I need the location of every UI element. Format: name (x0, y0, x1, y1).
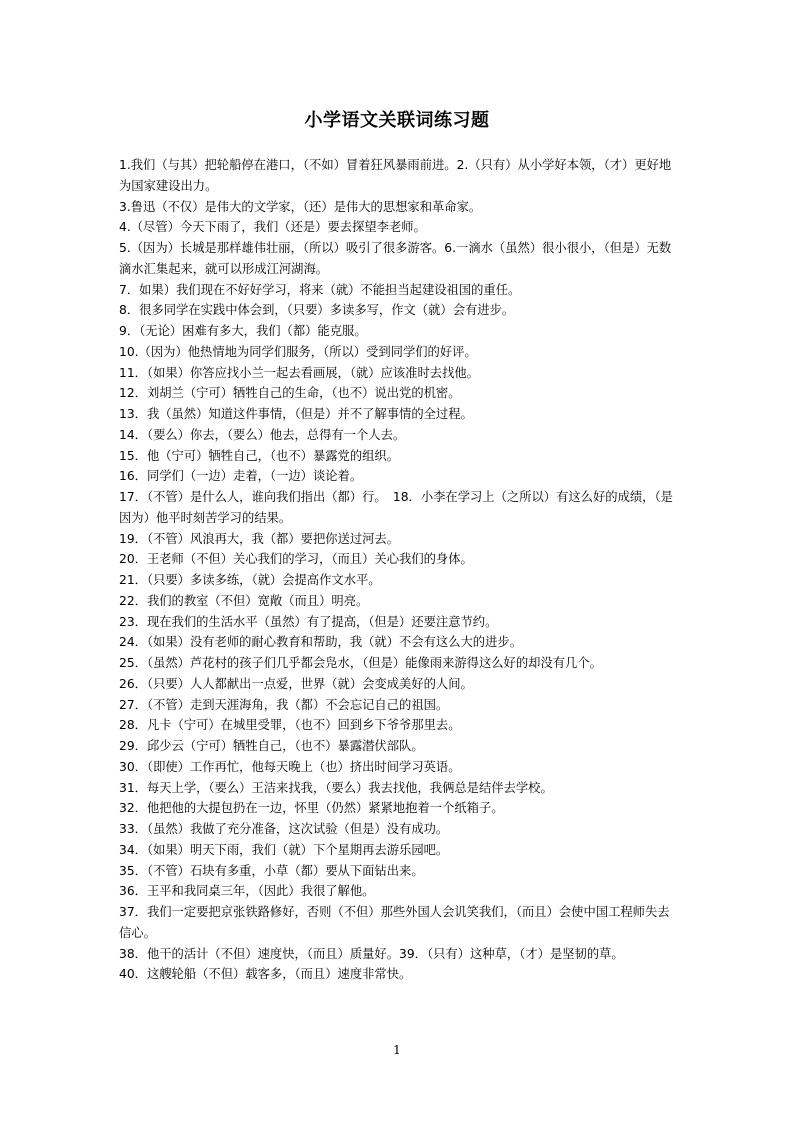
exercise-item: 21．（只要）多读多练，（就）会提高作文水平。 (119, 573, 381, 587)
exercise-item: 26．（只要）人人都献出一点爱，世界（就）会变成美好的人间。 (119, 676, 473, 691)
exercise-item: 37．我们一定要把京张铁路修好，否则（不但）那些外国人会讥笑我们，（而且）会使中国工程师失去信心。 (119, 905, 670, 940)
exercise-item: 10.（因为）他热情地为同学们服务，（所以）受到同学们的好评。 (119, 344, 477, 359)
exercise-item: 9．（无论）困难有多大，我们（都）能克服。 (119, 324, 367, 338)
exercise-item: 3.鲁迅（不仅）是伟大的文学家，（还）是伟大的思想家和革命家。 (119, 199, 482, 214)
exercise-item: 24．（如果）没有老师的耐心教育和帮助，我（就）不会有这么大的进步。 (119, 635, 522, 650)
exercise-item: 17．（不管）是什么人，谁向我们指出（都）行。 18．小李在学习上（之所以）有这么好的成绩，（是因为）他平时刻苦学习的结果。 (119, 490, 673, 525)
exercise-item: 35．（不管）石块有多重，小草（都）要从下面钻出来。 (119, 863, 424, 878)
document-title: 小学语文关联词练习题 (304, 110, 490, 131)
exercise-item: 8．很多同学在实践中体会到，（只要）多读多写，作文（就）会有进步。 (119, 303, 515, 318)
exercise-item: 23．现在我们的生活水平（虽然）有了提高，（但是）还要注意节约。 (119, 614, 498, 629)
exercise-item: 38．他干的活计（不但）速度快，（而且）质量好。39．（只有）这种草，（才）是坚韧的草。 (119, 946, 624, 961)
exercise-item: 29．邱少云（宁可）牺牲自己，（也不）暴露潜伏部队。 (119, 739, 424, 753)
exercise-item: 19．（不管）风浪再大，我（都）要把你送过河去。 (119, 531, 400, 546)
exercise-item: 13．我（虽然）知道这件事情，（但是）并不了解事情的全过程。 (119, 407, 473, 421)
exercise-item: 15．他（宁可）牺牲自己，（也不）暴露党的组织。 (119, 448, 400, 463)
exercise-item: 7．如果）我们现在不好好学习，将来（就）不能担当起建设祖国的重任。 (119, 282, 521, 297)
exercise-item: 30．（即使）工作再忙，他每天晚上（也）挤出时间学习英语。 (119, 759, 461, 774)
page-number: 1 (393, 1043, 401, 1057)
exercise-item: 22．我们的教室（不但）宽敞（而且）明亮。 (119, 593, 369, 608)
exercise-item: 25．（虽然）芦花村的孩子们几乎都会凫水，（但是）能像雨来游得这么好的却没有几个。 (119, 656, 602, 670)
exercise-list (119, 155, 679, 985)
exercise-item: 20．王老师（不但）关心我们的学习，（而且）关心我们的身体。 (119, 552, 473, 567)
exercise-item: 40．这艘轮船（不但）载客多，（而且）速度非常快。 (119, 967, 412, 982)
exercise-item: 34．（如果）明天下雨，我们（就）下个星期再去游乐园吧。 (119, 842, 449, 857)
exercise-item: 36．王平和我同桌三年，（因此）我很了解他。 (119, 884, 375, 899)
exercise-item: 16．同学们（一边）走着，（一边）谈论着。 (119, 469, 363, 484)
exercise-item: 33．（虽然）我做了充分准备，这次试验（但是）没有成功。 (119, 822, 449, 836)
exercise-item: 14．（要么）你去，（要么）他去，总得有一个人去。 (119, 427, 406, 442)
exercise-item: 4.（尽管）今天下雨了，我们（还是）要去探望李老师。 (119, 220, 426, 235)
exercise-item: 12．刘胡兰（宁可）牺牲自己的生命，（也不）说出党的机密。 (119, 386, 461, 401)
exercise-item: 32．他把他的大提包扔在一边，怀里（仍然）紧紧地抱着一个纸箱子。 (119, 801, 504, 816)
exercise-item: 31．每天上学，（要么）王洁来找我，（要么）我去找他，我俩总是结伴去学校。 (119, 780, 553, 795)
exercise-item: 11．（如果）你答应找小兰一起去看画展，（就）应该准时去找他。 (119, 365, 479, 380)
exercise-item: 5.（因为）长城是那样雄伟壮丽，（所以）吸引了很多游客。6.一滴水（虽然）很小很小，（但是）无数滴水汇集起来，就可以形成江河湖海。 (119, 241, 672, 276)
exercise-item: 27．（不管）走到天涯海角，我（都）不会忘记自己的祖国。 (119, 697, 449, 712)
exercise-item: 28．凡卡（宁可）在城里受罪，（也不）回到乡下爷爷那里去。 (119, 718, 461, 733)
exercise-item: 1.我们（与其）把轮船停在港口，（不如）冒着狂风暴雨前进。2.（只有）从小学好本领，（才）更好地为国家建设出力。 (119, 158, 672, 193)
